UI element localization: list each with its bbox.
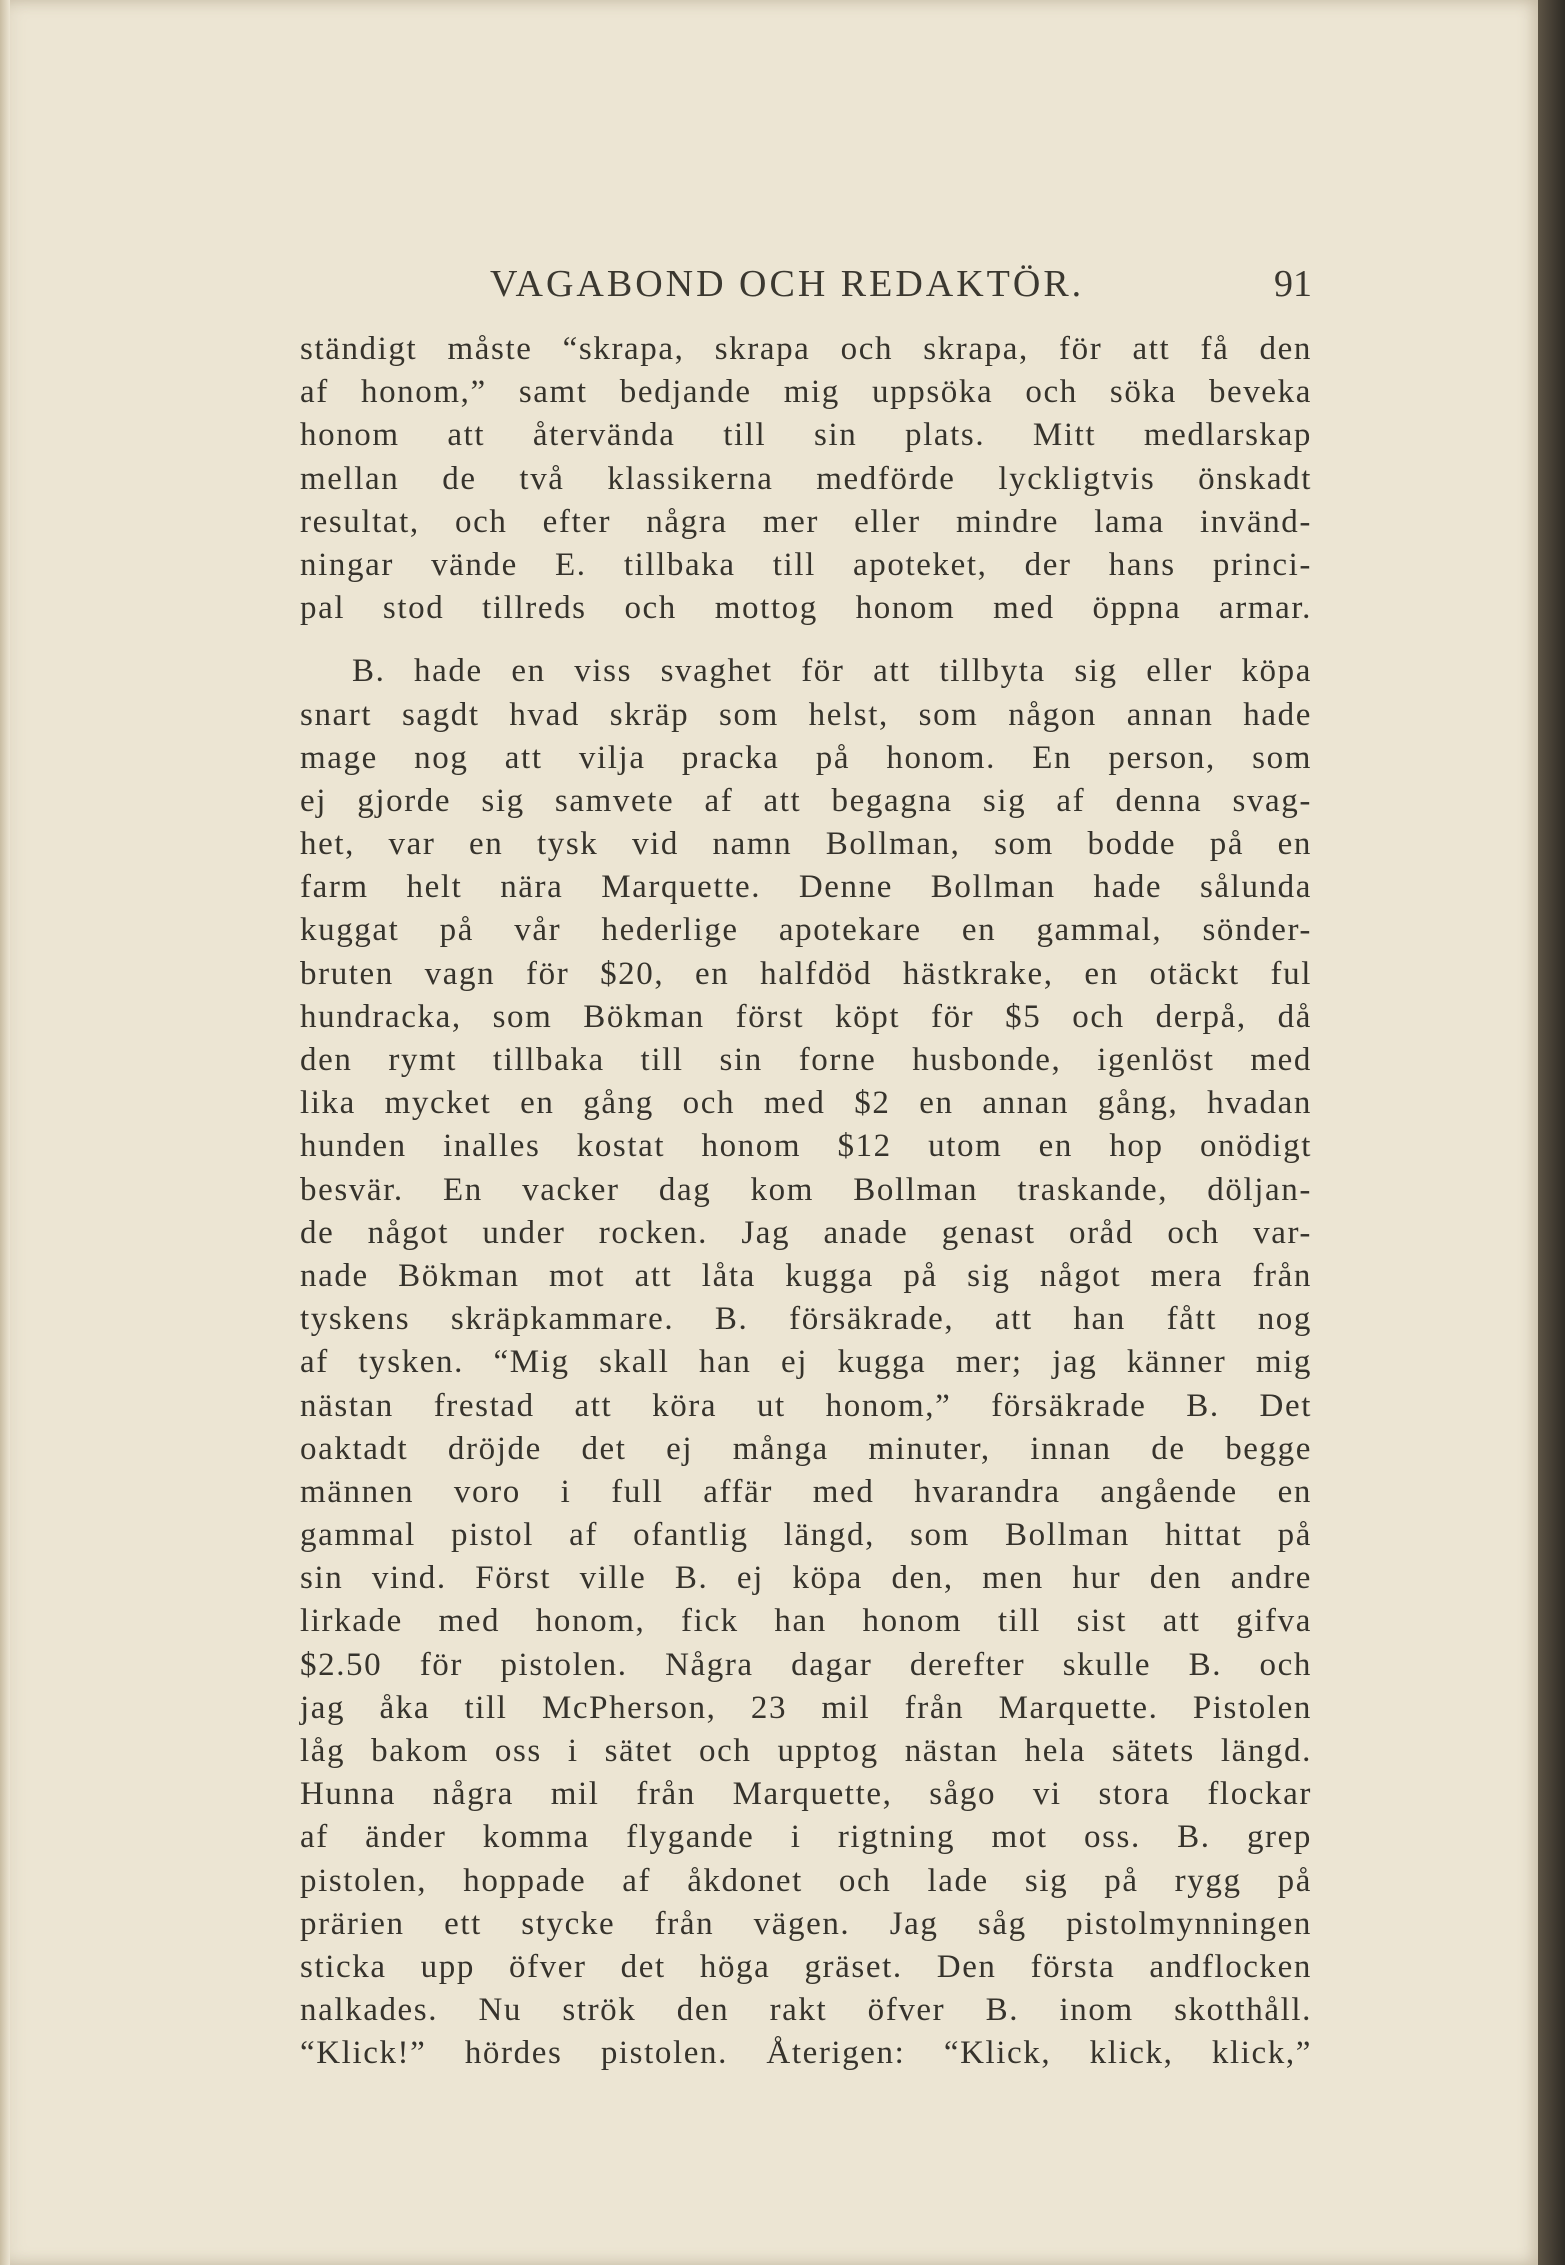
text-line: nade Bökman mot att låta kugga på sig något mera från bbox=[300, 1257, 1312, 1294]
text-line: ständigt måste “skrapa, skrapa och skrapa, för att få den bbox=[300, 331, 1312, 367]
page-gutter-shadow bbox=[0, 0, 10, 2265]
text-line: mage nog att vilja pracka på honom. En person, som bbox=[300, 739, 1312, 776]
text-line: oaktadt dröjde det ej många minuter, innan de begge bbox=[300, 1430, 1312, 1467]
text-line: farm helt nära Marquette. Denne Bollman hade sålunda bbox=[300, 869, 1312, 906]
text-line: hundracka, som Bökman först köpt för $5 och derpå, då bbox=[300, 998, 1312, 1035]
text-line: B. hade en viss svaghet för att tillbyta sig eller köpa bbox=[352, 653, 1312, 690]
body-text bbox=[300, 328, 1312, 2076]
text-line: resultat, och efter några mer eller mindre lama invänd- bbox=[300, 503, 1312, 540]
text-line: männen voro i full affär med hvarandra angående en bbox=[300, 1473, 1312, 1510]
text-line: pal stod tillreds och mottog honom med öppna armar. bbox=[300, 590, 1312, 627]
text-line: nästan frestad att köra ut honom,” försäkrade B. Det bbox=[300, 1387, 1312, 1424]
text-line: sin vind. Först ville B. ej köpa den, men hur den andre bbox=[300, 1560, 1312, 1597]
paragraph-spacer bbox=[300, 630, 1312, 650]
text-line: kuggat på vår hederlige apotekare en gammal, sönder- bbox=[300, 912, 1312, 949]
text-line: sticka upp öfver det höga gräset. Den första andflocken bbox=[300, 1948, 1312, 1985]
text-line: pistolen, hoppade af åkdonet och lade sig på rygg på bbox=[300, 1862, 1312, 1899]
text-line: gammal pistol af ofantlig längd, som Bollman hittat på bbox=[300, 1517, 1312, 1554]
paragraph-1 bbox=[300, 328, 1312, 630]
text-line: “Klick!” hördes pistolen. Återigen: “Klick, klick, klick,” bbox=[300, 2035, 1312, 2072]
text-line: lirkade med honom, fick han honom till sist att gifva bbox=[300, 1603, 1312, 1640]
paragraph-2 bbox=[300, 650, 1312, 2075]
text-line: ej gjorde sig samvete af att begagna sig af denna svag- bbox=[300, 782, 1312, 819]
text-line: de något under rocken. Jag anade genast oråd och var- bbox=[300, 1214, 1312, 1251]
text-line: besvär. En vacker dag kom Bollman traskande, döljan- bbox=[300, 1171, 1312, 1208]
text-line: Hunna några mil från Marquette, sågo vi stora flockar bbox=[300, 1776, 1312, 1813]
page-number: 91 bbox=[1274, 263, 1312, 305]
text-line: het, var en tysk vid namn Bollman, som bodde på en bbox=[300, 826, 1312, 863]
text-line: nalkades. Nu strök den rakt öfver B. inom skotthåll. bbox=[300, 1992, 1312, 2029]
text-line: af änder komma flygande i rigtning mot oss. B. grep bbox=[300, 1819, 1312, 1856]
text-line: snart sagdt hvad skräp som helst, som någon annan hade bbox=[300, 696, 1312, 733]
text-line: ningar vände E. tillbaka till apoteket, der hans princi- bbox=[300, 546, 1312, 583]
text-line: honom att återvända till sin plats. Mitt medlarskap bbox=[300, 417, 1312, 454]
text-line: bruten vagn för $20, en halfdöd hästkrake, en otäckt ful bbox=[300, 955, 1312, 992]
text-line: af honom,” samt bedjande mig uppsöka och söka beveka bbox=[300, 374, 1312, 411]
text-line: lika mycket en gång och med $2 en annan gång, hvadan bbox=[300, 1085, 1312, 1122]
book-spine-edge bbox=[1538, 0, 1565, 2265]
text-line: prärien ett stycke från vägen. Jag såg pistolmynningen bbox=[300, 1905, 1312, 1942]
text-line: jag åka till McPherson, 23 mil från Marquette. Pistolen bbox=[300, 1689, 1312, 1726]
text-line: af tysken. “Mig skall han ej kugga mer; jag känner mig bbox=[300, 1344, 1312, 1381]
text-line: mellan de två klassikerna medförde lyckligtvis önskadt bbox=[300, 460, 1312, 497]
text-line: den rymt tillbaka till sin forne husbonde, igenlöst med bbox=[300, 1042, 1312, 1078]
text-line: $2.50 för pistolen. Några dagar derefter skulle B. och bbox=[300, 1646, 1312, 1683]
running-title: VAGABOND OCH REDAKTÖR. bbox=[490, 263, 1085, 305]
running-head bbox=[300, 262, 1312, 312]
text-line: tyskens skräpkammare. B. försäkrade, att han fått nog bbox=[300, 1301, 1312, 1338]
text-line: låg bakom oss i sätet och upptog nästan hela sätets längd. bbox=[300, 1733, 1312, 1769]
text-line: hunden inalles kostat honom $12 utom en hop onödigt bbox=[300, 1128, 1312, 1165]
